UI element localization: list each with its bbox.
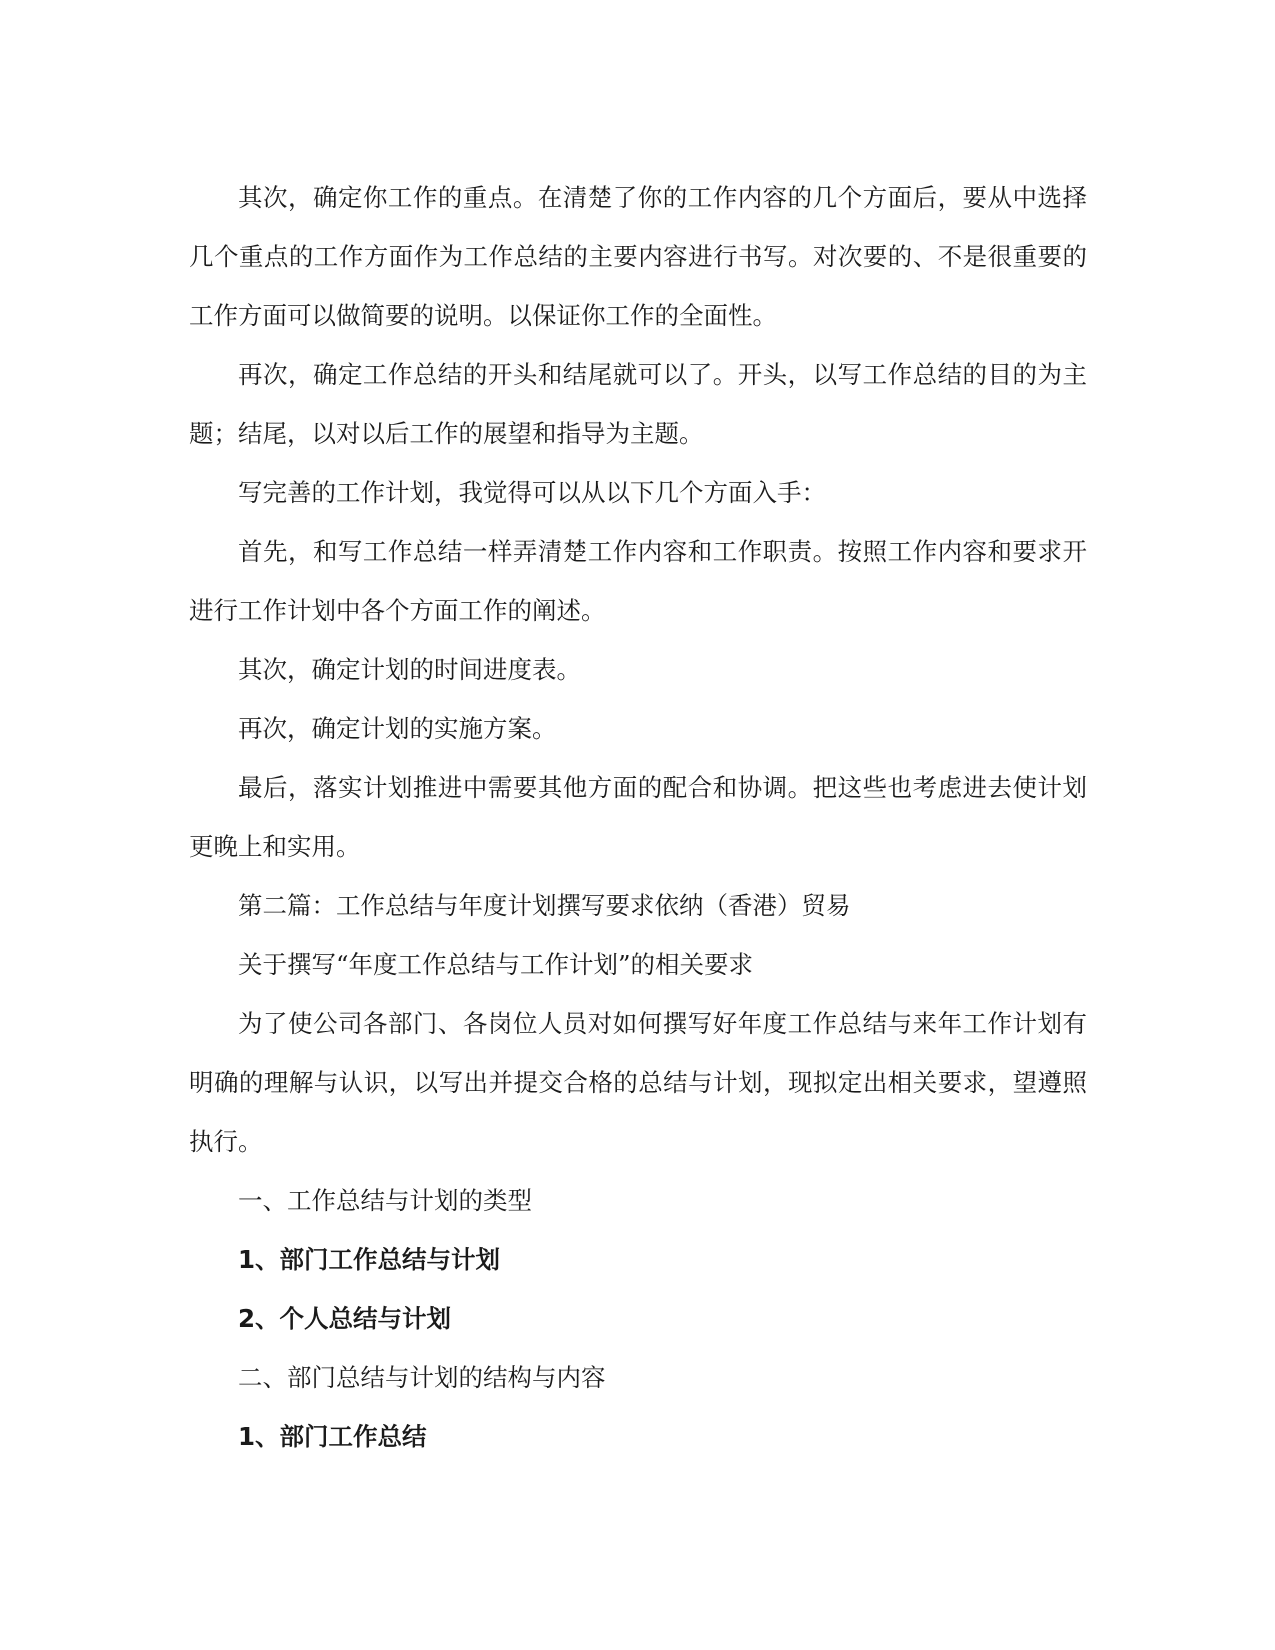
paragraph: 再次，确定工作总结的开头和结尾就可以了。开头，以写工作总结的目的为主题；结尾，以对以后工作的展望和指导为主题。 (189, 360, 1087, 448)
paragraph: 最后，落实计划推进中需要其他方面的配合和协调。把这些也考虑进去使计划更晚上和实用。 (189, 773, 1087, 861)
section-heading: 二、部门总结与计划的结构与内容 (238, 1363, 606, 1392)
subsection-heading: 2、个人总结与计划 (238, 1304, 452, 1333)
paragraph: 关于撰写“年度工作总结与工作计划”的相关要求 (238, 950, 754, 979)
paragraph: 再次，确定计划的实施方案。 (238, 714, 557, 743)
paragraph: 其次，确定你工作的重点。在清楚了你的工作内容的几个方面后，要从中选择几个重点的工作方面作为工作总结的主要内容进行书写。对次要的、不是很重要的工作方面可以做简要的说明。以保证你工作的全面性。 (189, 183, 1087, 330)
section-heading: 一、工作总结与计划的类型 (238, 1186, 532, 1215)
paragraph: 首先，和写工作总结一样弄清楚工作内容和工作职责。按照工作内容和要求开进行工作计划中各个方面工作的阐述。 (189, 537, 1087, 625)
paragraph: 写完善的工作计划，我觉得可以从以下几个方面入手： (238, 478, 826, 507)
subsection-heading: 1、部门工作总结与计划 (238, 1245, 501, 1274)
paragraph: 其次，确定计划的时间进度表。 (238, 655, 581, 684)
subsection-heading: 1、部门工作总结 (238, 1422, 427, 1451)
paragraph: 为了使公司各部门、各岗位人员对如何撰写好年度工作总结与来年工作计划有明确的理解与认识，以写出并提交合格的总结与计划，现拟定出相关要求，望遵照执行。 (189, 1009, 1087, 1156)
section-heading: 第二篇：工作总结与年度计划撰写要求依纳（香港）贸易 (238, 891, 851, 920)
document-body (189, 168, 1087, 1466)
